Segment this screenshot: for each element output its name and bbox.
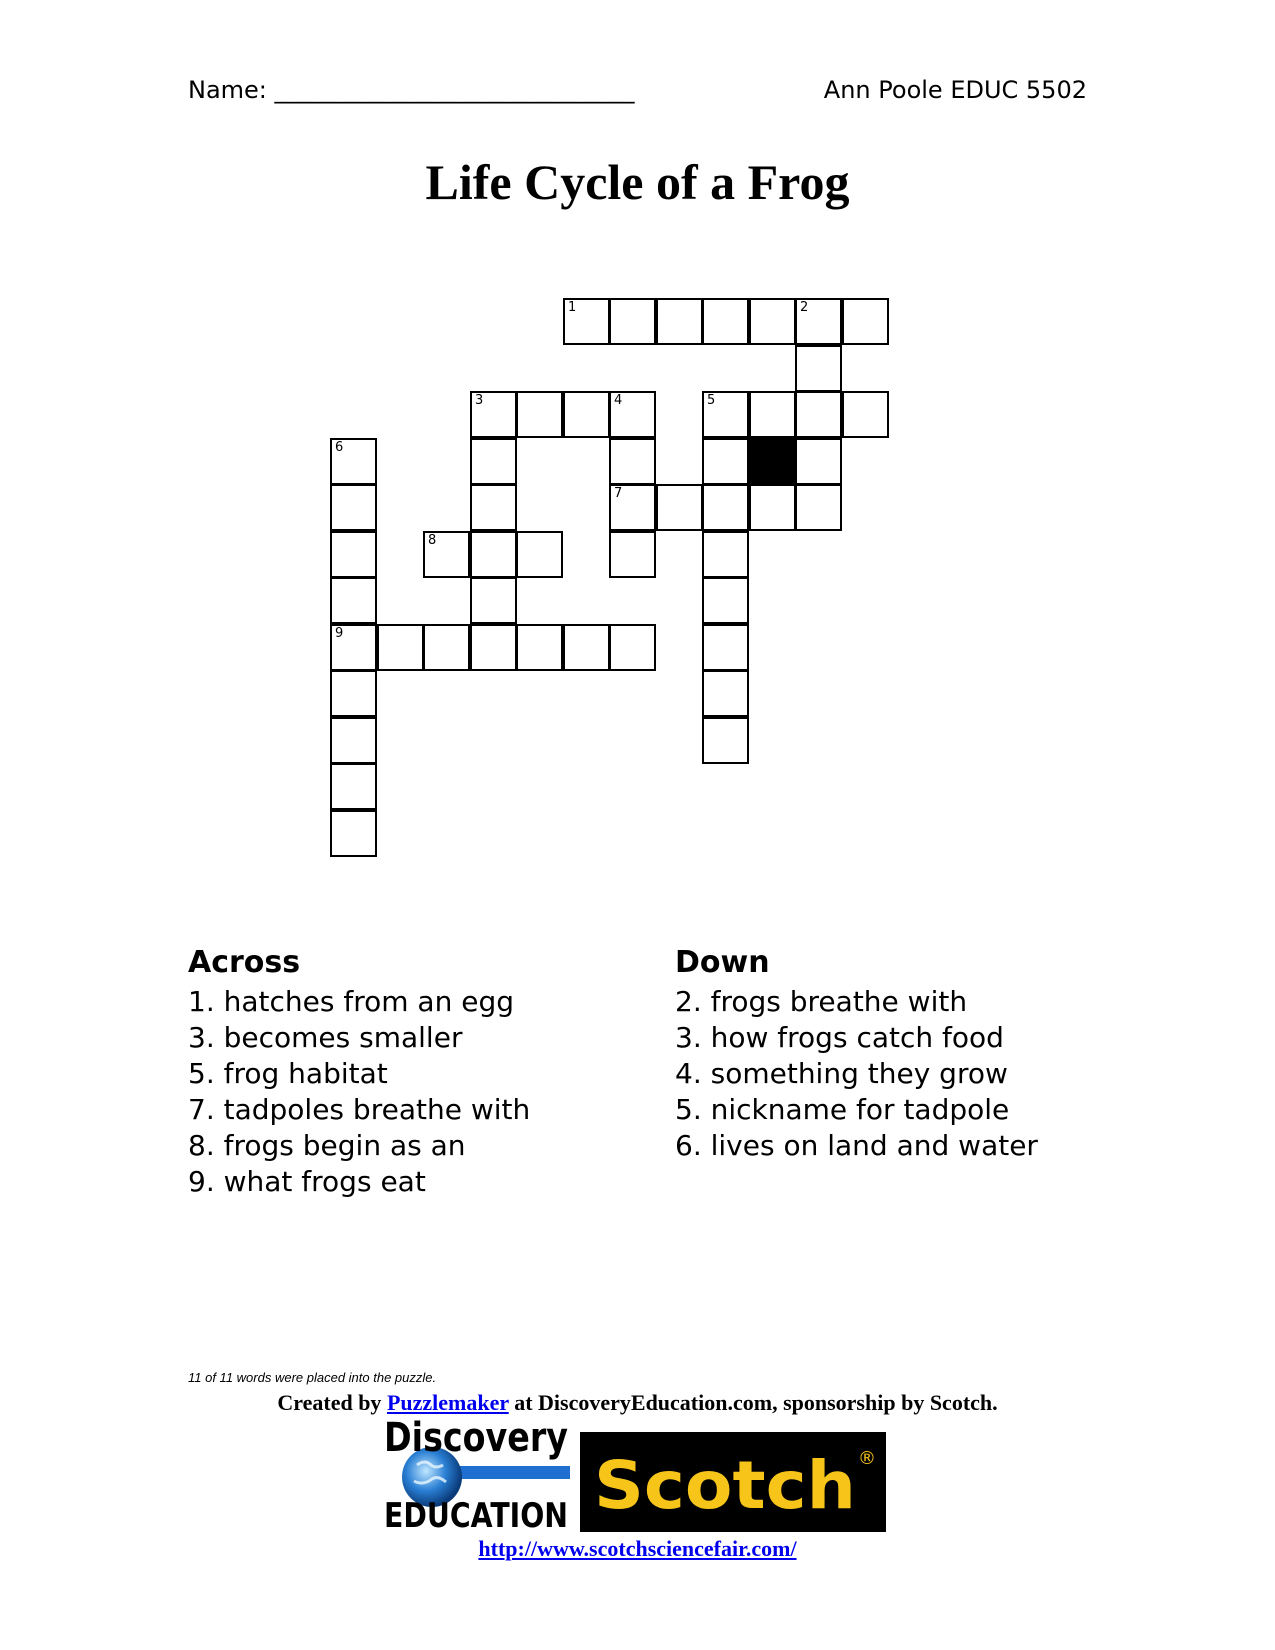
down-clue: 3. how frogs catch food xyxy=(675,1021,1004,1054)
crossword-black-cell xyxy=(749,438,796,485)
credit-line xyxy=(0,1390,1275,1416)
crossword-cell[interactable] xyxy=(609,531,656,578)
crossword-cell[interactable] xyxy=(795,391,842,438)
down-clues xyxy=(675,944,1038,1164)
word-count-note: 11 of 11 words were placed into the puzzle. xyxy=(188,1370,437,1385)
crossword-cell[interactable] xyxy=(330,763,377,810)
crossword-cell[interactable] xyxy=(795,298,842,345)
down-clue: 6. lives on land and water xyxy=(675,1129,1038,1162)
clue-number: 4 xyxy=(614,393,623,408)
crossword-cell[interactable] xyxy=(609,484,656,531)
crossword-cell[interactable] xyxy=(563,391,610,438)
crossword-cell[interactable] xyxy=(702,484,749,531)
scotch-logo xyxy=(580,1432,886,1532)
crossword-cell[interactable] xyxy=(330,531,377,578)
clue-number: 5 xyxy=(707,393,716,408)
name-field-label: Name: ______________________________ xyxy=(188,76,635,104)
clue-number: 2 xyxy=(800,300,809,315)
crossword-cell[interactable] xyxy=(330,577,377,624)
crossword-cell[interactable] xyxy=(470,391,517,438)
crossword-cell[interactable] xyxy=(377,624,424,671)
crossword-cell[interactable] xyxy=(702,624,749,671)
clue-number: 8 xyxy=(428,533,437,548)
clue-number: 3 xyxy=(475,393,484,408)
down-heading: Down xyxy=(675,945,770,980)
clue-number: 9 xyxy=(335,626,344,641)
crossword-cell[interactable] xyxy=(470,624,517,671)
credit-suffix: at DiscoveryEducation.com, sponsorship by Scotch. xyxy=(508,1390,998,1415)
crossword-cell[interactable] xyxy=(470,438,517,485)
across-clue: 3. becomes smaller xyxy=(188,1021,463,1054)
across-clues xyxy=(188,944,530,1200)
crossword-cell[interactable] xyxy=(330,624,377,671)
registered-mark: ® xyxy=(858,1448,876,1469)
crossword-cell[interactable] xyxy=(702,577,749,624)
crossword-cell[interactable] xyxy=(563,624,610,671)
across-clue: 5. frog habitat xyxy=(188,1057,388,1090)
across-clue: 8. frogs begin as an xyxy=(188,1129,466,1162)
down-clue: 2. frogs breathe with xyxy=(675,985,968,1018)
crossword-cell[interactable] xyxy=(656,298,703,345)
page-title: Life Cycle of a Frog xyxy=(425,154,850,210)
author-label: Ann Poole EDUC 5502 xyxy=(823,76,1087,104)
crossword-cell[interactable] xyxy=(749,391,796,438)
sponsor-url xyxy=(0,1536,1275,1562)
crossword-cell[interactable] xyxy=(516,624,563,671)
crossword-cell[interactable] xyxy=(330,438,377,485)
crossword-cell[interactable] xyxy=(330,717,377,764)
crossword-cell[interactable] xyxy=(656,484,703,531)
crossword-cell[interactable] xyxy=(516,391,563,438)
discovery-wordmark: Discovery xyxy=(384,1415,568,1461)
down-clue: 4. something they grow xyxy=(675,1057,1008,1090)
credit-prefix: Created by xyxy=(277,1390,387,1415)
crossword-cell[interactable] xyxy=(702,717,749,764)
crossword-cell[interactable] xyxy=(470,531,517,578)
crossword-cell[interactable] xyxy=(516,531,563,578)
crossword-cell[interactable] xyxy=(609,624,656,671)
clue-number: 1 xyxy=(568,300,577,315)
crossword-cell[interactable] xyxy=(702,391,749,438)
crossword-cell[interactable] xyxy=(330,484,377,531)
crossword-cell[interactable] xyxy=(749,484,796,531)
across-heading: Across xyxy=(188,945,301,980)
crossword-cell[interactable] xyxy=(749,298,796,345)
crossword-cell[interactable] xyxy=(330,670,377,717)
clue-number: 7 xyxy=(614,486,623,501)
education-wordmark: EDUCATION xyxy=(384,1496,568,1536)
discovery-education-logo xyxy=(384,1415,572,1536)
crossword-cell[interactable] xyxy=(842,298,889,345)
crossword-cell[interactable] xyxy=(702,438,749,485)
crossword-cell[interactable] xyxy=(470,484,517,531)
across-clue: 7. tadpoles breathe with xyxy=(188,1093,531,1126)
crossword-cell[interactable] xyxy=(423,531,470,578)
crossword-cell[interactable] xyxy=(842,391,889,438)
scotch-wordmark: Scotch xyxy=(594,1447,856,1524)
crossword-cell[interactable] xyxy=(795,484,842,531)
across-clue: 1. hatches from an egg xyxy=(188,985,514,1018)
crossword-cell[interactable] xyxy=(702,298,749,345)
crossword-cell[interactable] xyxy=(609,391,656,438)
clue-number: 6 xyxy=(335,440,344,455)
crossword-cell[interactable] xyxy=(609,438,656,485)
crossword-cell[interactable] xyxy=(330,810,377,857)
crossword-cell[interactable] xyxy=(609,298,656,345)
crossword-cell[interactable] xyxy=(702,531,749,578)
crossword-cell[interactable] xyxy=(795,345,842,392)
crossword-grid xyxy=(330,298,902,866)
scotch-science-fair-link[interactable]: http://www.scotchsciencefair.com/ xyxy=(478,1536,797,1561)
crossword-cell[interactable] xyxy=(423,624,470,671)
crossword-cell[interactable] xyxy=(563,298,610,345)
crossword-cell[interactable] xyxy=(702,670,749,717)
puzzlemaker-link[interactable]: Puzzlemaker xyxy=(386,1390,509,1415)
across-clue: 9. what frogs eat xyxy=(188,1165,426,1198)
crossword-cell[interactable] xyxy=(795,438,842,485)
down-clue: 5. nickname for tadpole xyxy=(675,1093,1010,1126)
crossword-cell[interactable] xyxy=(470,577,517,624)
